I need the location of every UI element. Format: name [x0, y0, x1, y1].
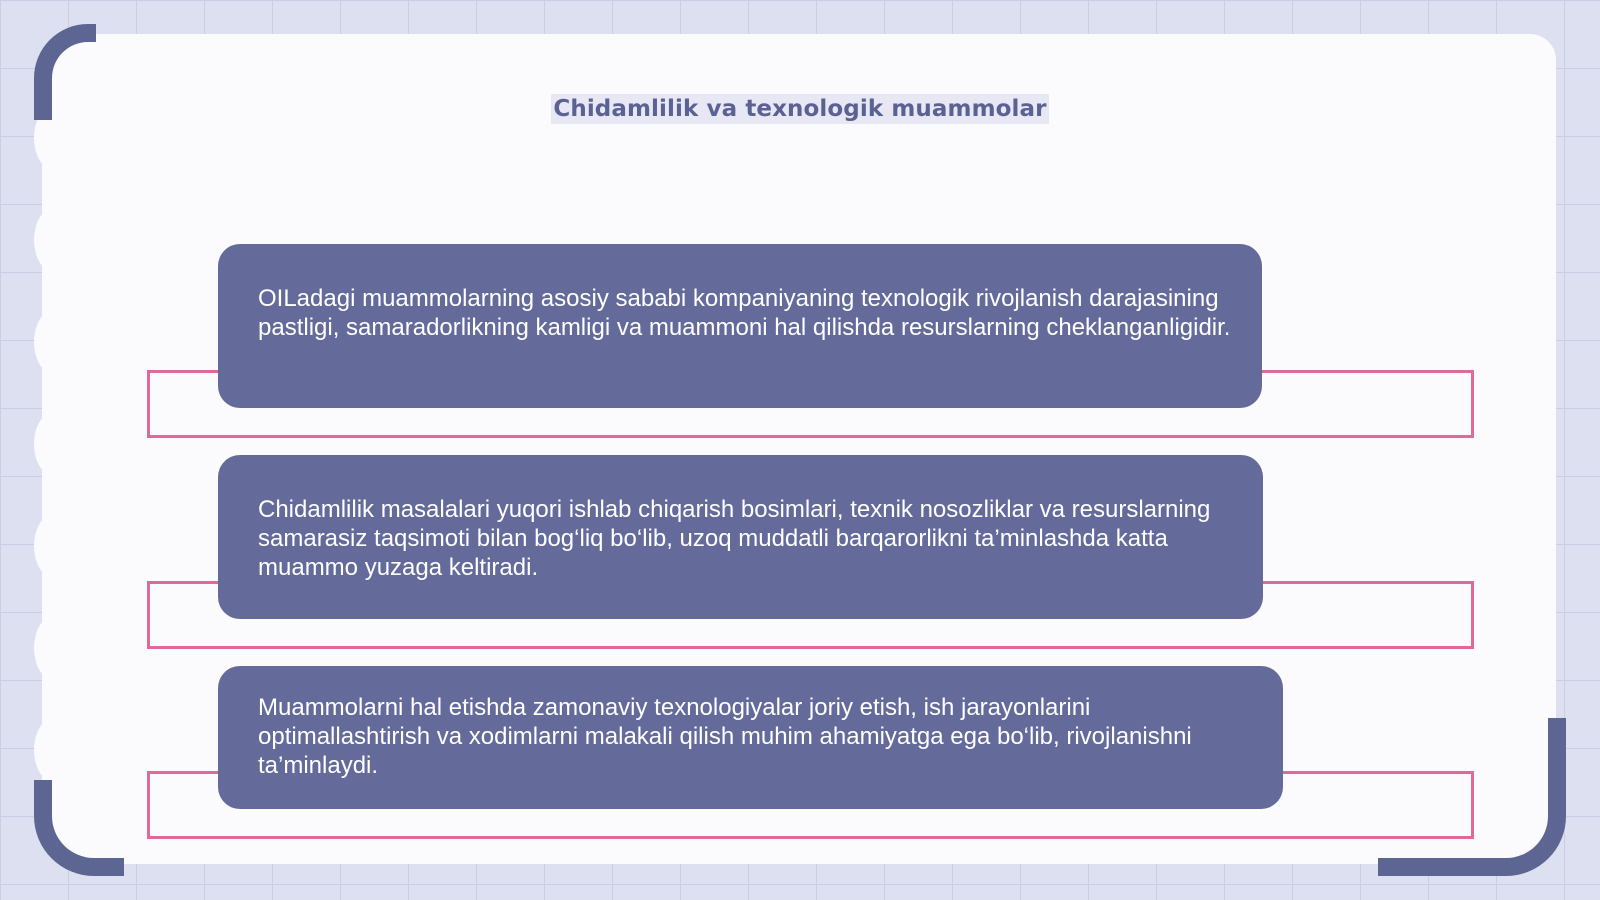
card-text: Chidamlilik masalalari yuqori ishlab chiqarish bosimlari, texnik nosozliklar va resurslarning samarasiz taqsimoti bilan bog‘liq bo‘lib, uzoq muddatli barqarorlikni ta’minlashda katta muammo yuzaga keltiradi.	[258, 496, 1211, 581]
info-card	[218, 666, 1283, 809]
title-container	[0, 94, 1600, 124]
corner-bracket-bottom-left	[34, 780, 124, 876]
paper-scallop	[34, 208, 74, 272]
info-card	[218, 455, 1263, 619]
slide-title: Chidamlilik va texnologik muammolar	[553, 96, 1047, 122]
paper-scallop	[34, 310, 74, 374]
paper-scallop	[34, 412, 74, 476]
paper-scallop	[34, 616, 74, 680]
paper-scallop	[34, 718, 74, 782]
paper-scallop	[34, 514, 74, 578]
card-text: OILadagi muammolarning asosiy sababi kompaniyaning texnologik rivojlanish darajasining pastligi, samaradorlikning kamligi va muammoni hal qilishda resurslarning cheklanganligidir.	[258, 285, 1231, 341]
card-text: Muammolarni hal etishda zamonaviy texnologiyalar joriy etish, ish jarayonlarini optimallashtirish va xodimlarni malakali qilish muhim ahamiyatga ega bo‘lib, rivojlanishni ta’minlaydi.	[258, 694, 1192, 779]
info-card	[218, 244, 1262, 408]
